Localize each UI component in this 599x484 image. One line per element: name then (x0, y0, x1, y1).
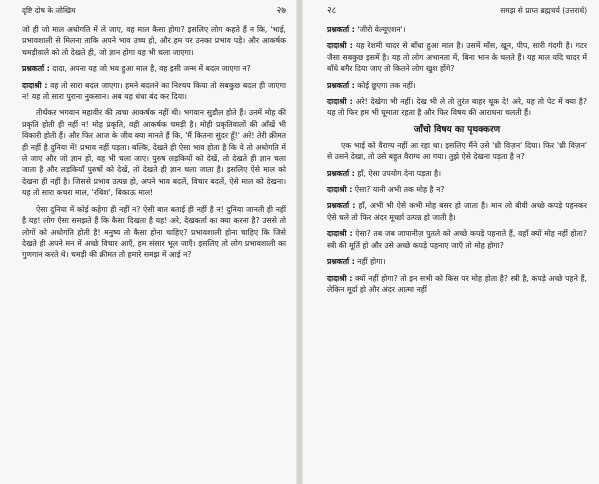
right-page (303, 0, 599, 484)
speaker-label: दादाश्री : (327, 185, 353, 195)
paragraph (22, 204, 286, 261)
speaker-label: दादाश्री : (327, 229, 353, 239)
paragraph-text: ऐसा दुनिया में कोई कहेगा ही नहीं न? ऐसी बात बताई ही नहीं है न! दुनिया जानती ही नहीं है यह! लोग ऐसा समझते हैं कि कैसा दिखता है यह! अरे, देखकर्ता का क्या करना है? उससे तो लोगों को अधोगति होती है! मनुष्य तो कैसा होना चाहिए? प्रभावशाली होना चाहिए कि जिसे देखते ही अपने मन में अच्छे विचार आएँ, हम संसार भूल जाएँ। इसलिए तो लोग प्रभावशाली का गुणगान करते थे। चमड़ी की क्रीमत तो हमारे समझ में आई न? (22, 204, 286, 260)
paragraph-text: यह रेशमी चादर से बाँधा हुआ माल है। उसमें माँस, खून, पीप, सारी गंदगी है। गटर जैसा सबकुछ इसमें है। यह तो लोग अभानता में, बिना भान के चलते हैं। यह माल यदि चादर में बाँधे बगैर दिया जाए तो कितने लोग खुश होंगे? (327, 41, 587, 74)
paragraph-text: 'जीरो वेल्यूएशन'। (357, 25, 406, 34)
paragraph-text: हाँ, अभी भी ऐसे कभी मोह बसर हो जाता है। मान लो बीवी अच्छे कपड़े पहनकर ऐसे चले तो फिर अंदर मूर्च्छा उत्पन्न हो जाती है। (327, 201, 587, 222)
paragraph (327, 184, 587, 195)
paragraph-text: वह तो सारा बदल जाएगा। हमने बदलने का निश्चय किया तो सबकुछ बदल ही जाएगा न! यह तो सारा पुराना नुकसान। अब यह धंधा बंद कर दिया। (22, 80, 286, 102)
speaker-label: प्रश्नकर्ता : (327, 25, 355, 34)
left-page-body (22, 24, 286, 261)
paragraph-text: नहीं होगा। (357, 257, 386, 267)
paragraph (327, 273, 587, 296)
speaker-label: प्रश्नकर्ता : (327, 168, 355, 178)
paragraph (327, 40, 587, 74)
paragraph-text: हाँ, ऐसा उपयोग देना पड़ता है। (357, 168, 442, 178)
paragraph-text: ऐसा? यानी अभी तक मोह है न? (354, 185, 445, 195)
paragraph (327, 96, 587, 119)
paragraph-text: तीर्थंकर भगवान महावीर की त्वचा आकर्षक नहीं थी। भगवान सुडौल होते हैं। उनमें मोह की प्रकृति होती ही नहीं न! मोह प्रकृति, वही आकर्षक चमड़ी है। मोही प्रकृतिवालों की आँखें भी विकारी होती हैं। और फिर आज के जीव क्या मानते हैं कि, 'मैं कितना सुंदर हूँ!' अरे! तेरी क्रीमत ही नहीं है दुनिया में! प्रभाव नहीं पड़ता। बल्कि, देखते ही ऐसा भाव होता है कि ये तो अधोगति में ले जाए और जो ज्ञान हो, वह भी चला जाए। पुरुष लड़कियों को देखें, तो देखते ही ज्ञान चला जाता है और लड़कियाँ पुरुषों को देखें, तो देखते ही ज्ञान चला जाता है। इसलिए ऐसे माल को देखना ही नहीं है। जिससे प्रभाव उत्पन्न हो, अपने भाव बदलें, विचार बदलें, ऐसे माल को देखना। यह तो सारा कचरा माल, 'रबिश', बिकाऊ माल! (22, 108, 286, 198)
speaker-label: दादाश्री : (327, 97, 353, 107)
paragraph-text: अरे! देखेगा भी नहीं। देख भी ले तो तुरंत बाहर थूक दे! अरे, यह तो पेट में क्या है? यह तो फिर हम भी घूमाता रहता है और फिर विषय की आराधना चलती हैं। (327, 97, 587, 118)
paragraph (22, 80, 286, 103)
book-gutter (296, 0, 303, 484)
paragraph (327, 140, 587, 163)
speaker-label: दादाश्री : (22, 80, 48, 90)
speaker-label: प्रश्नकर्ता : (327, 80, 355, 90)
paragraph (327, 228, 587, 251)
paragraph-text: एक भाई को वैराग्य नहीं आ रहा था। इसलिए मैंने उसे 'थ्री विज़न' दिया। फिर 'थ्री विज़न' से उसने देखा, तो उसे बहुत वैराग्य आ गया। तुझे ऐसे देखना पड़ता है न? (327, 140, 587, 162)
paragraph (327, 200, 587, 223)
left-page (0, 0, 296, 484)
right-page-number: २८ (327, 6, 337, 16)
speaker-label: दादाश्री : (327, 273, 353, 283)
paragraph (22, 107, 286, 198)
right-page-body-top (327, 24, 587, 119)
right-page-body-bottom (327, 140, 587, 295)
speaker-label: प्रश्नकर्ता : (327, 201, 356, 211)
paragraph-text: दादा, अपना यह जो भव हुआ माल है, वह इसी जन्म में बदल जाएगा न? (52, 64, 251, 74)
speaker-label: प्रश्नकर्ता : (327, 257, 355, 267)
paragraph (327, 168, 587, 179)
right-page-header (327, 6, 587, 16)
right-header-title: समझ से प्राप्त ब्रह्मचर्य (उत्तरार्ध) (500, 6, 587, 15)
paragraph-text: कोई छूएगा तक नहीं। (357, 80, 416, 90)
paragraph (22, 63, 286, 74)
speaker-label: दादाश्री : (327, 41, 353, 51)
left-page-number: २७ (276, 6, 286, 16)
paragraph (327, 24, 587, 35)
paragraph-text: जो ही जो माल अधोगति में ले जाए, वह माल कैसा होगा? इसलिए लोग कहते हैं न कि, 'भाई, प्रभावशाली से मिलना ताकि अपने भाव उच्च हो, और हम पर उनका प्रभाव पड़े। और आकर्षक चमड़ीवाले को तो देखते ही, जो ज्ञान होगा वह भी चला जाएगा। (22, 25, 286, 57)
paragraph-text: ऐसा? तब जब जापानीज़ पुतले को अच्छे कपड़े पहनाते हैं, वहाँ क्यों मोह नहीं होता? स्त्री की मूर्ति हो और उसे अच्छे कपड़े पहनाए जाएँ तो मोह होगा? (327, 229, 587, 250)
speaker-label: प्रश्नकर्ता : (22, 64, 50, 74)
paragraph (22, 24, 286, 58)
left-page-header (22, 6, 286, 16)
section-heading: जाँचो विषय का पृथक्करण (413, 124, 501, 135)
paragraph (327, 80, 587, 91)
paragraph (327, 256, 587, 267)
paragraph-text: क्यों नहीं होगा? तो इन सभी को किस पर मोह होता है? स्त्री है, कपड़े अच्छे पहने हैं, लेकिन मूर्दा हो और अंदर आत्मा नहीं (327, 273, 587, 294)
left-header-title: दृष्टि दोष के जोखिम (22, 6, 76, 15)
